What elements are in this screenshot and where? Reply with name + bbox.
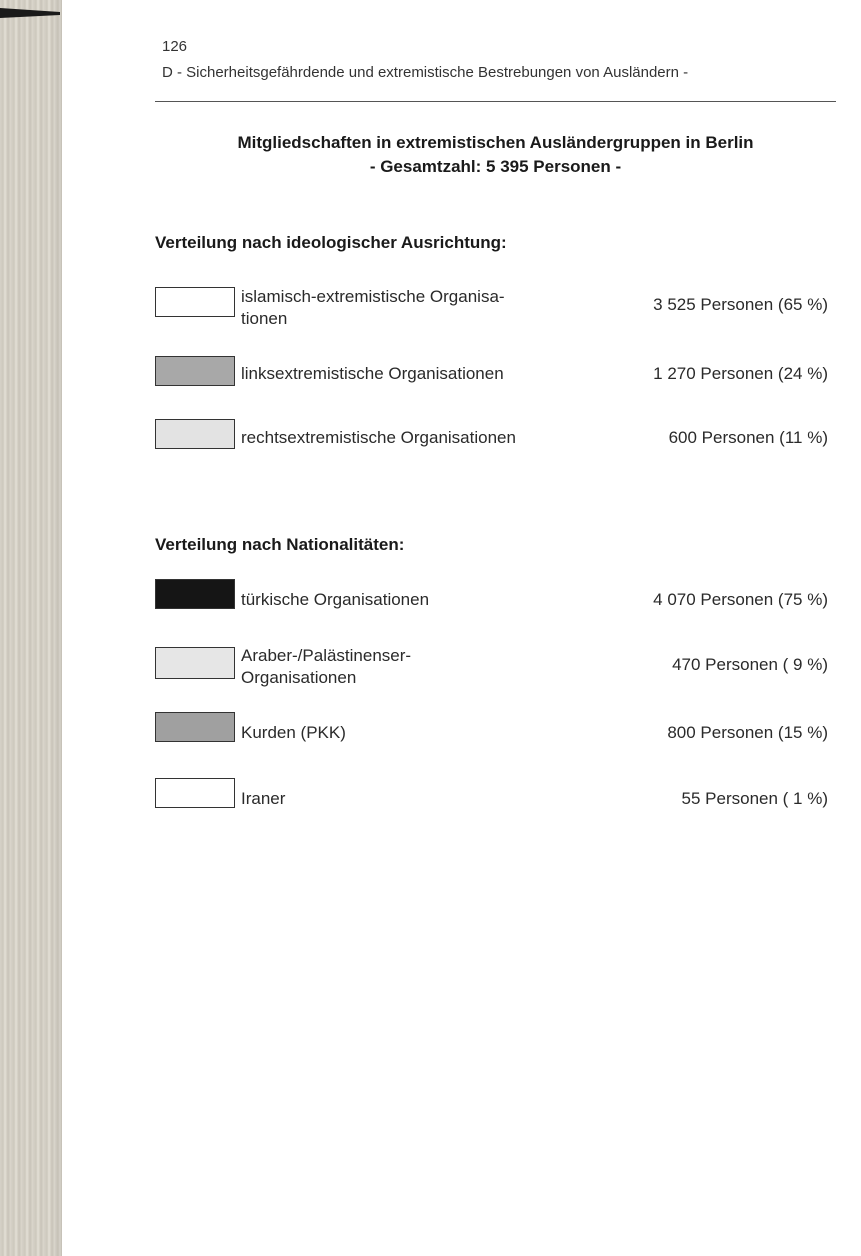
legend-label: türkische Organisationen: [241, 590, 430, 609]
legend-swatch: [155, 647, 235, 679]
legend-label-line-1: islamisch-extremistische Organisa-: [241, 287, 505, 306]
nationality-row-turkish: [155, 579, 836, 613]
nationality-heading: Verteilung nach Nationalitäten:: [155, 535, 405, 554]
legend-label: Kurden (PKK): [241, 723, 346, 742]
legend-swatch: [155, 579, 235, 609]
ideology-heading: Verteilung nach ideologischer Ausrichtung:: [155, 233, 507, 252]
legend-label: rechtsextremistische Organisationen: [241, 428, 516, 447]
legend-label: Iraner: [241, 789, 286, 808]
legend-swatch: [155, 356, 235, 386]
legend-label-line-1: Araber-/Palästinenser-: [241, 646, 412, 665]
legend-value: 4 070 Personen (75 %): [653, 590, 828, 609]
title-line-1: Mitgliedschaften in extremistischen Ausländergruppen in Berlin: [237, 133, 754, 152]
legend-swatch: [155, 419, 235, 449]
legend-swatch: [155, 287, 235, 317]
ideology-row-right: [155, 419, 836, 453]
document-title: [155, 131, 836, 179]
nationality-row-kurdish: [155, 712, 836, 746]
legend-swatch: [155, 778, 235, 808]
book-binding-edge: [0, 0, 62, 1256]
ideology-row-left: [155, 356, 836, 390]
header-rule: [155, 101, 836, 102]
legend-label: [241, 645, 411, 689]
legend-value: 600 Personen (11 %): [668, 428, 828, 447]
legend-value: 3 525 Personen (65 %): [653, 295, 828, 314]
legend-value: 800 Personen (15 %): [667, 723, 828, 742]
running-head: D - Sicherheitsgefährdende und extremistische Bestrebungen von Ausländern -: [162, 64, 689, 81]
nationality-row-arab: [155, 645, 836, 693]
legend-label-line-2: tionen: [241, 309, 288, 328]
legend-value: 470 Personen ( 9 %): [672, 655, 828, 674]
legend-value: 1 270 Personen (24 %): [653, 364, 828, 383]
page-number: 126: [162, 38, 188, 55]
nationality-row-iranian: [155, 778, 836, 812]
legend-swatch: [155, 712, 235, 742]
title-line-2: - Gesamtzahl: 5 395 Personen -: [369, 157, 622, 176]
legend-label-line-2: Organisationen: [241, 668, 357, 687]
legend-label: linksextremistische Organisationen: [241, 364, 504, 383]
legend-value: 55 Personen ( 1 %): [681, 789, 828, 808]
ideology-row-islamist: [155, 286, 836, 334]
legend-label: [241, 286, 505, 330]
